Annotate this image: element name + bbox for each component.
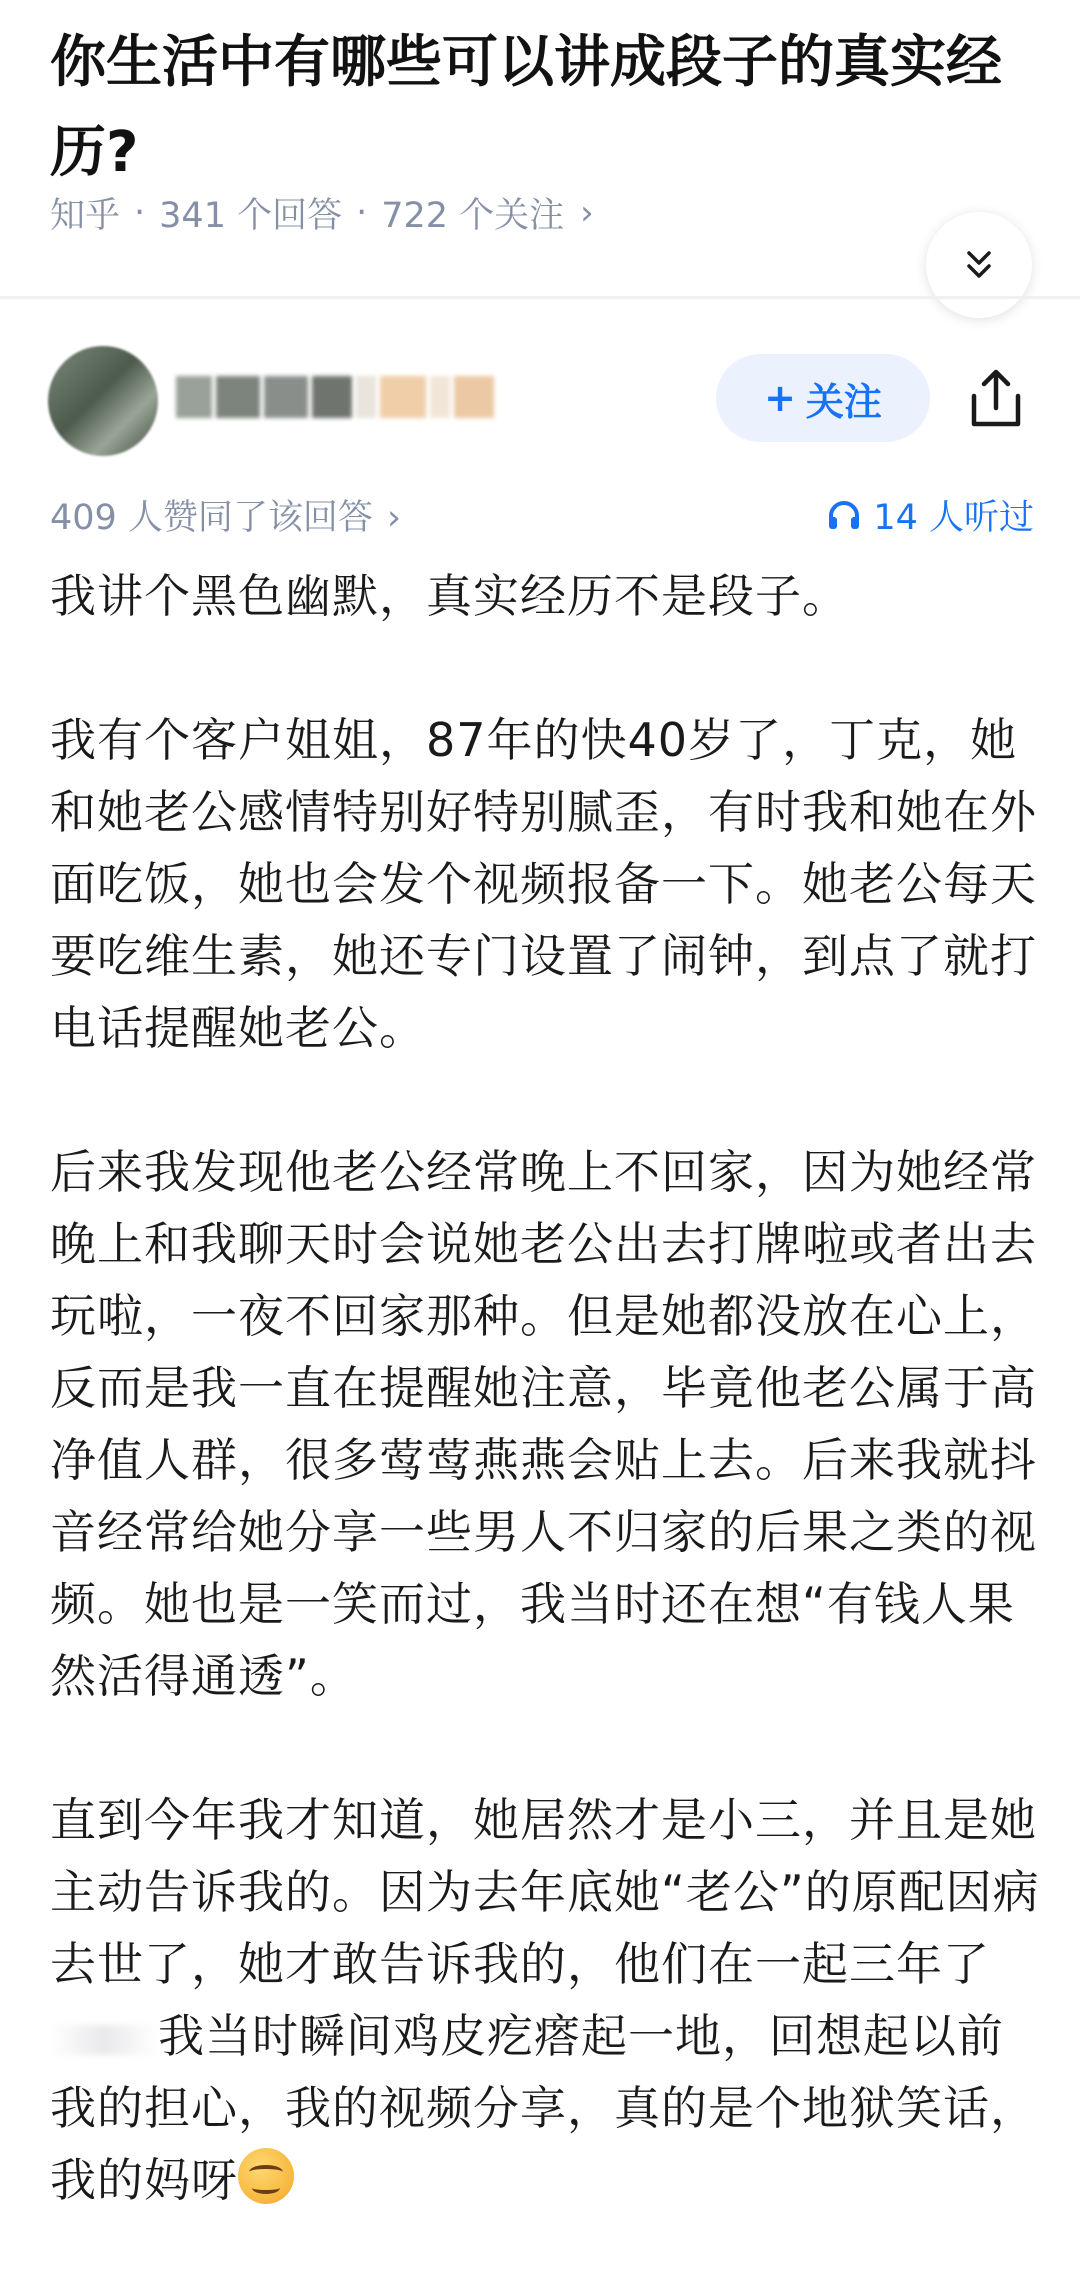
- avatar[interactable]: [48, 346, 158, 456]
- confounded-face-emoji: [238, 2148, 294, 2204]
- meta-separator: ·: [134, 193, 146, 233]
- likes-count: 409 人赞同了该回答: [50, 498, 373, 538]
- answer-stats: [50, 482, 1034, 542]
- divider: [0, 296, 1080, 299]
- chevron-right-icon: ›: [580, 193, 594, 233]
- chevron-double-down-icon: [959, 245, 999, 285]
- meta-separator: ·: [356, 193, 368, 233]
- question-meta[interactable]: [50, 188, 594, 238]
- answer-body: [50, 560, 1040, 2216]
- answer-paragraph: 后来我发现他老公经常晚上不回家，因为她经常晚上和我聊天时会说她老公出去打牌啦或者出去玩啦，一夜不回家那种。但是她都没放在心上，反而是我一直在提醒她注意，毕竟他老公属于高净值人群，很多莺莺燕燕会贴上去。后来我就抖音经常给她分享一些男人不归家的后果之类的视频。她也是一笑而过，我当时还在想“有钱人果然活得通透”。: [50, 1145, 1037, 1703]
- listened-info[interactable]: [827, 490, 1034, 540]
- share-icon[interactable]: [964, 366, 1028, 432]
- answers-count: 341 个回答: [159, 196, 343, 236]
- listened-count: 14 人听过: [873, 498, 1034, 538]
- chevron-right-icon: ›: [386, 498, 401, 538]
- follow-label: 关注: [805, 379, 882, 424]
- follow-button[interactable]: [716, 354, 930, 442]
- followers-count: 722 个关注: [381, 196, 565, 236]
- source-label: 知乎: [50, 196, 121, 236]
- headphones-icon: [827, 499, 861, 531]
- author-name-blurred[interactable]: [176, 376, 506, 426]
- author-row: [0, 330, 1080, 460]
- answer-text: 直到今年我才知道，她居然才是小三，并且是她主动告诉我的。因为去年底她“老公”的原配因病去世了，她才敢告诉我的，他们在一起三年了: [50, 1793, 1040, 1991]
- answer-paragraph: 我有个客户姐姐，87年的快40岁了，丁克，她和她老公感情特别好特别腻歪，有时我和她在外面吃饭，她也会发个视频报备一下。她老公每天要吃维生素，她还专门设置了闹钟，到点了就打电话提醒她老公。: [50, 713, 1037, 1055]
- answer-paragraph: 我讲个黑色幽默，真实经历不是段子。: [50, 569, 849, 623]
- answer-text: 我当时瞬间鸡皮疙瘩起一地，回想起以前我的担心，我的视频分享，真的是个地狱笑话，我的妈呀: [50, 2009, 1037, 2207]
- collapse-button[interactable]: [926, 212, 1032, 318]
- blurred-emoji: [50, 2025, 158, 2055]
- likes-info[interactable]: [50, 490, 401, 540]
- answer-paragraph: [50, 1784, 1040, 2216]
- plus-icon: +: [764, 376, 796, 420]
- question-title[interactable]: 你生活中有哪些可以讲成段子的真实经历?: [50, 30, 1002, 185]
